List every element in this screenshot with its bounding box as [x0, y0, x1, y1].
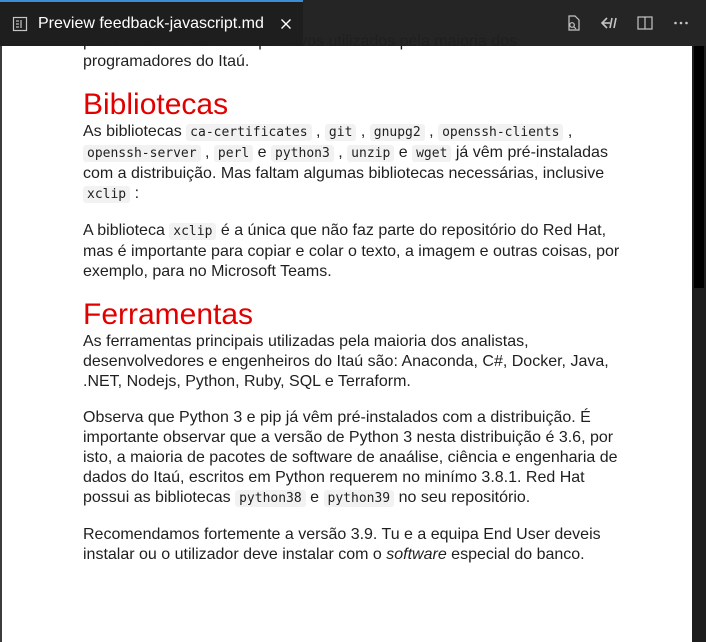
ferramentas-paragraph-2: Observa que Python 3 e pip já vêm pré-instalados com a distribuição. É importante observar que a versão de Python 3 nesta distribuição é 3.6, por isto, a maioria de pacotes de software de anaálise, ciência e engenharia de dados do Itaú, escritos em Python requerem no minímo 3.8.1. Red Hat possui as bibliotecas python38 e python39 no seu repositório.: [83, 409, 618, 506]
emphasis: software: [386, 546, 447, 563]
intro-paragraph: [83, 32, 628, 72]
inline-code: xclip: [169, 223, 216, 240]
intro-line: princiais ferramentas e aplicativos utilizados pela maioria dos: [83, 33, 517, 50]
heading-ferramentas: Ferramentas: [83, 298, 254, 331]
inline-code: gnupg2: [370, 124, 425, 141]
inline-code: ca-certificates: [186, 124, 311, 141]
inline-code: git: [325, 124, 356, 141]
go-back-icon[interactable]: [598, 12, 620, 34]
preview-icon: [12, 16, 28, 32]
inline-code: python39: [324, 490, 395, 507]
inline-code: python38: [235, 490, 306, 507]
more-actions-icon[interactable]: [670, 12, 692, 34]
inline-code: python3: [271, 145, 334, 162]
inline-code: unzip: [347, 145, 394, 162]
open-source-icon[interactable]: [562, 12, 584, 34]
ferramentas-paragraph-3: Recomendamos fortemente a versão 3.9. Tu e a equipa End User deveis instalar ou o utilizador deve instalar com o software especial do banco.: [83, 526, 601, 563]
tab-title: Preview feedback-javascript.md: [38, 15, 264, 32]
close-icon[interactable]: [278, 16, 294, 32]
markdown-preview: [0, 33, 692, 642]
heading-bibliotecas: Bibliotecas: [83, 88, 229, 121]
inline-code: perl: [214, 145, 253, 162]
split-editor-icon[interactable]: [634, 12, 656, 34]
inline-code: wget: [412, 145, 451, 162]
preview-body: [83, 32, 628, 581]
inline-code: openssh-server: [83, 145, 201, 162]
inline-code: openssh-clients: [438, 124, 563, 141]
vertical-scrollbar[interactable]: [692, 46, 706, 642]
bibliotecas-paragraph-2: A biblioteca xclip é a única que não faz parte do repositório do Red Hat, mas é importante para copiar e colar o texto, a imagem e outras coisas, por exemplo, para no Microsoft Teams.: [83, 222, 620, 280]
bibliotecas-paragraph-1: As bibliotecas ca-certificates , git , gnupg2 , openssh-clients , openssh-server , perl e python3 , unzip e wget já vêm pré-instaladas com a distribuição. Mas faltam algumas bibliotecas necessárias, inclusive xclip :: [83, 123, 608, 202]
scrollbar-thumb[interactable]: [694, 46, 704, 288]
ferramentas-paragraph-1: As ferramentas principais utilizadas pela maioria dos analistas, desenvolvedores e engenheiros do Itaú são: Anaconda, C#, Docker, Java, .NET, Nodejs, Python, Ruby, SQL e Terraform.: [83, 333, 609, 390]
inline-code: xclip: [83, 186, 130, 203]
intro-line: programadores do Itaú.: [83, 53, 250, 70]
